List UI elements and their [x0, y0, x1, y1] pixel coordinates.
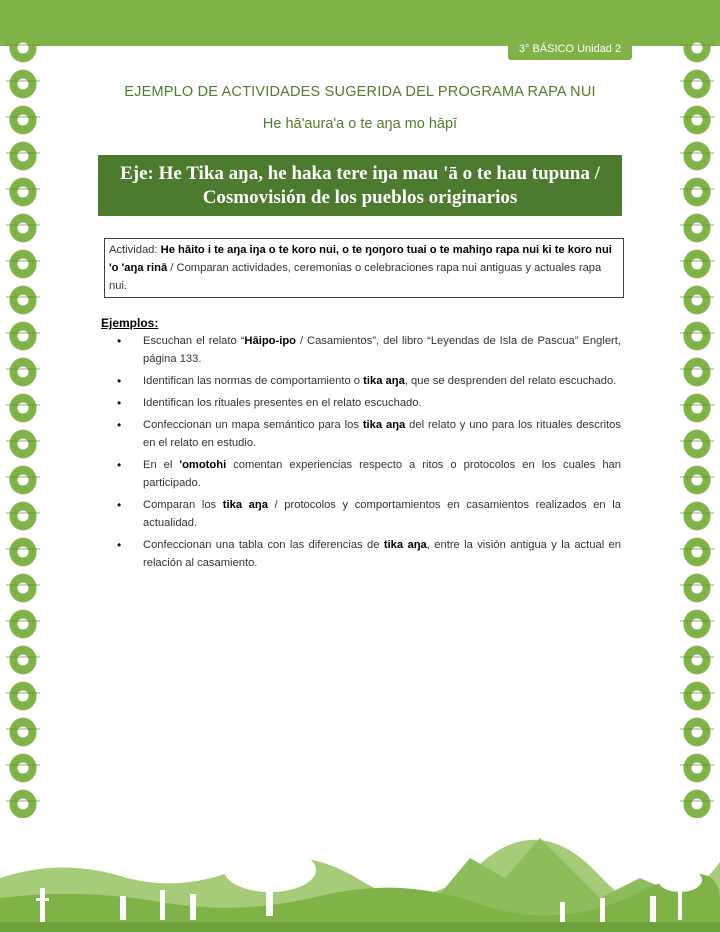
- item-text: Confeccionan un mapa semántico para los: [143, 419, 363, 431]
- grade-unit-tab: 3° BÁSICO Unidad 2: [508, 38, 632, 60]
- item-text: En el: [143, 459, 180, 471]
- page-subtitle: He hā'aura'a o te aŋa mo hāpī: [262, 116, 458, 132]
- eje-line-2: Cosmovisión de los pueblos originarios: [202, 186, 518, 208]
- activity-rapanui-text: He hāito i te aŋa iŋa o te koro nui, o te ŋoŋoro tuai o te mahiŋo rapa nui ki te koro nui 'o 'aŋa rinā: [109, 244, 612, 274]
- eje-line-1: Eje: He Tika aŋa, he haka tere iŋa mau 'ā o te hau tupuna /: [120, 162, 600, 184]
- list-item: [117, 536, 621, 572]
- list-item: [117, 456, 621, 492]
- left-decorative-border: [6, 30, 40, 850]
- landscape-footer-illustration: [0, 818, 720, 932]
- item-text: Identifican las normas de comportamiento o: [143, 375, 364, 387]
- examples-list: [117, 332, 621, 576]
- item-text: comentan experiencias respecto a ritos o protocolos en los cuales han participado.: [143, 459, 621, 489]
- list-item: [117, 416, 621, 452]
- item-term: tika aŋa: [362, 419, 406, 431]
- item-text: , que se desprenden del relato escuchado.: [404, 375, 617, 387]
- item-text: del relato y uno para los rituales descritos en el relato en estudio.: [143, 419, 621, 449]
- item-text: / Casamientos”, del libro “Leyendas de Isla de Pascua” Englert, página 133.: [143, 335, 621, 365]
- item-text: Confeccionan una tabla con las diferencias de: [143, 539, 384, 551]
- item-text: Escuchan el relato “: [143, 335, 245, 347]
- page-title: EJEMPLO DE ACTIVIDADES SUGERIDA DEL PROGRAMA RAPA NUI: [124, 84, 596, 100]
- item-term: 'omotohi: [179, 459, 227, 471]
- eje-banner: [98, 155, 622, 216]
- item-text: / protocolos y comportamientos en casamientos realizados en la actualidad.: [143, 499, 621, 529]
- activity-box: [104, 238, 624, 298]
- item-term: Hāipo-ipo: [244, 335, 297, 347]
- activity-label: Actividad:: [109, 244, 161, 256]
- item-term: tika aŋa: [222, 499, 268, 511]
- item-text: , entre la visión antigua y la actual en relación al casamiento.: [143, 539, 621, 569]
- list-item: [117, 372, 621, 390]
- list-item: [117, 496, 621, 532]
- item-term: tika aŋa: [363, 375, 405, 387]
- examples-title: Ejemplos:: [101, 316, 159, 330]
- item-term: tika aŋa: [383, 539, 427, 551]
- right-decorative-border: [680, 30, 714, 850]
- item-text: Identifican los rituales presentes en el relato escuchado.: [143, 397, 422, 409]
- list-item: [117, 332, 621, 368]
- item-text: Comparan los: [143, 499, 223, 511]
- activity-spanish-text: / Comparan actividades, ceremonias o celebraciones rapa nui antiguas y actuales rapa nui.: [109, 262, 602, 292]
- list-item: [117, 394, 621, 412]
